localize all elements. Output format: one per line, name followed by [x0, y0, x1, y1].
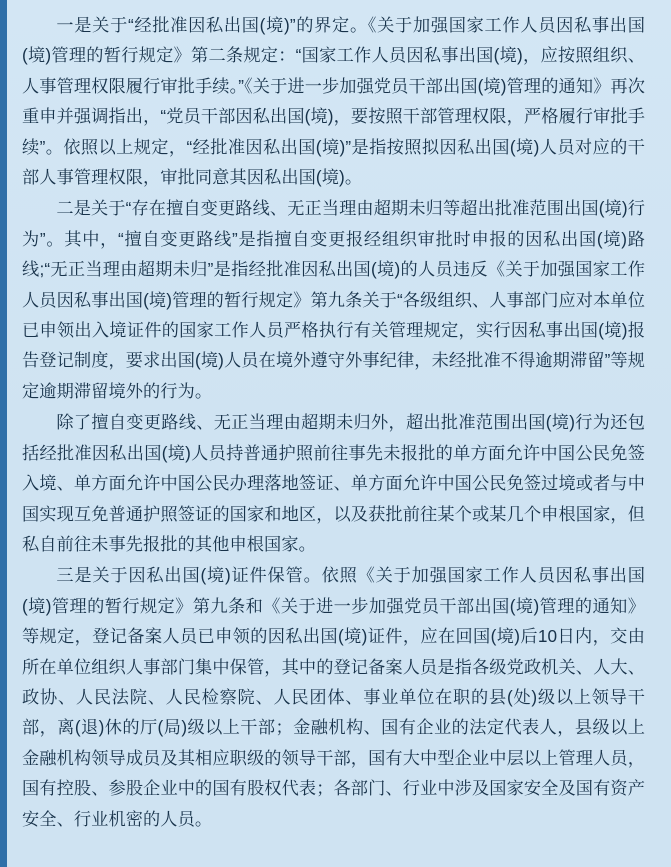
paragraph: 二是关于“存在擅自变更路线、无正当理由超期未归等超出批准范围出国(境)行为”。其中，“擅自变更路线”是指擅自变更报经组织审批时申报的因私出国(境)路线;“无正当理由超期未归”是指经批准因私出国(境)的人员违反《关于加强国家工作人员因私事出国(境)管理的暂行规定》第九条关于“各级组织、人事部门应对本单位已申领出入境证件的国家工作人员严格执行有关管理规定，实行因私事出国(境)报告登记制度，要求出国(境)人员在境外遵守外事纪律，未经批准不得逾期滞留”等规定逾期滞留境外的行为。	[22, 198, 645, 401]
paragraph: 除了擅自变更路线、无正当理由超期未归外，超出批准范围出国(境)行为还包括经批准因私出国(境)人员持普通护照前往事先未报批的单方面允许中国公民免签入境、单方面允许中国公民办理落地签证、单方面允许中国公民免签过境或者与中国实现互免普通护照签证的国家和地区，以及获批前往某个或某几个申根国家，但私自前往未事先报批的其他申根国家。	[22, 412, 645, 554]
left-accent-bar	[0, 0, 7, 867]
document-body	[22, 10, 645, 834]
paragraph: 一是关于“经批准因私出国(境)”的界定。《关于加强国家工作人员因私事出国(境)管理的暂行规定》第二条规定：“国家工作人员因私事出国(境)，应按照组织、人事管理权限履行审批手续。”《关于进一步加强党员干部出国(境)管理的通知》再次重申并强调指出，“党员干部因私出国(境)，要按照干部管理权限，严格履行审批手续”。依照以上规定，“经批准因私出国(境)”是指按照拟因私出国(境)人员对应的干部人事管理权限，审批同意其因私出国(境)。	[22, 15, 645, 188]
paragraph: 三是关于因私出国(境)证件保管。依照《关于加强国家工作人员因私事出国(境)管理的暂行规定》第九条和《关于进一步加强党员干部出国(境)管理的通知》等规定，登记备案人员已申领的因私出国(境)证件，应在回国(境)后10日内，交由所在单位组织人事部门集中保管，其中的登记备案人员是指各级党政机关、人大、政协、人民法院、人民检察院、人民团体、事业单位在职的县(处)级以上领导干部，离(退)休的厅(局)级以上干部；金融机构、国有企业的法定代表人，县级以上金融机构领导成员及其相应职级的领导干部，国有大中型企业中层以上管理人员，国有控股、参股企业中的国有股权代表；各部门、行业中涉及国家安全及国有资产安全、行业机密的人员。	[22, 565, 645, 829]
